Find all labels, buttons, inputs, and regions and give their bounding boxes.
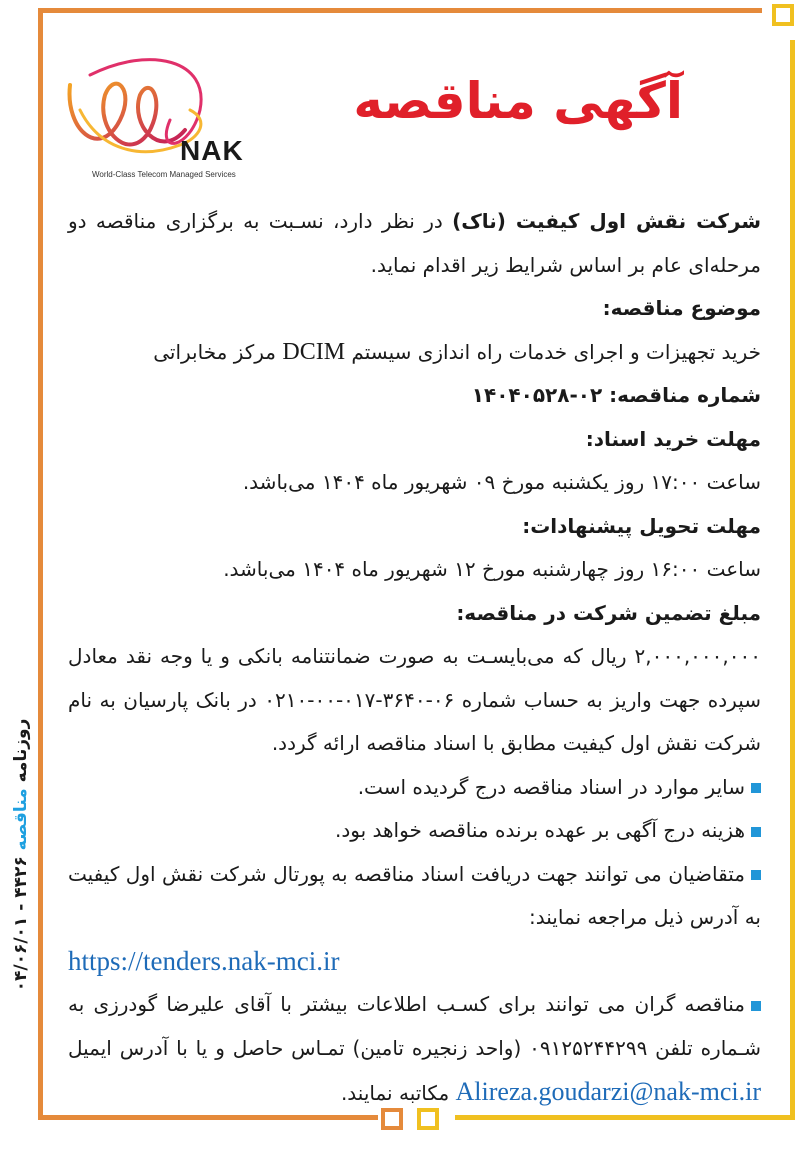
subject-label: موضوع مناقصه: — [602, 296, 761, 320]
tender-number-label: شماره مناقصه: — [602, 383, 761, 407]
bullet-square-icon — [751, 1001, 761, 1011]
logo-tagline: World-Class Telecom Managed Services — [92, 170, 236, 179]
email-link[interactable]: Alireza.goudarzi@nak-mci.ir — [455, 1077, 761, 1106]
guarantee-label: مبلغ تضمین شرکت در مناقصه: — [456, 600, 761, 625]
subject-text-1: خرید تجهیزات و اجرای خدمات راه اندازی سیستم — [345, 339, 761, 364]
submission-deadline-label: مهلت تحویل پیشنهادات: — [522, 513, 761, 538]
subject-value — [68, 331, 761, 375]
bullet-item — [68, 809, 761, 853]
frame-bottom-border-right — [455, 1115, 795, 1120]
bullet-text-1: سایر موارد در اسناد مناقصه درج گردیده است. — [357, 774, 745, 799]
side-caption-brand: مناقصه — [11, 788, 31, 851]
purchase-deadline-value: ساعت ۱۷:۰۰ روز یکشنبه مورخ ۰۹ شهریور ماه ۱۴۰۴ می‌باشد. — [242, 470, 761, 494]
bullet-text-3: متقاضیان می توانند جهت دریافت اسناد مناقصه به پورتال شرکت نقش اول کیفیت به آدرس ذیل مراجعه نمایند: — [68, 861, 761, 929]
frame-bottom-border-left — [38, 1115, 378, 1120]
frame-top-border — [38, 8, 762, 13]
page-title: آگهی مناقصه — [353, 72, 683, 130]
bullet-square-icon — [751, 783, 761, 793]
bullet-item — [68, 983, 761, 1116]
nak-logo-icon — [60, 50, 260, 190]
purchase-deadline-label: مهلت خرید اسناد: — [585, 426, 761, 451]
intro-paragraph — [68, 200, 761, 287]
tender-number-value: ۱۴۰۴۰۵۲۸-۰۲ — [471, 383, 603, 407]
subject-dcim: DCIM — [282, 338, 346, 365]
side-caption-prefix: روزنامه — [11, 718, 31, 789]
submission-deadline-value: ساعت ۱۶:۰۰ روز چهارشنبه مورخ ۱۲ شهریور ماه ۱۴۰۴ می‌باشد. — [223, 557, 761, 581]
bullet-square-icon — [751, 827, 761, 837]
side-caption-suffix: ۴۴۲۶ - ۰۴/۰۶/۰۱ — [11, 850, 31, 992]
subject-text-2: مرکز مخابراتی — [153, 339, 283, 364]
frame-right-border — [790, 40, 795, 1120]
logo-name: NAK — [180, 135, 244, 166]
bullet-text-2: هزینه درج آگهی بر عهده برنده مناقصه خواهد بود. — [334, 818, 745, 842]
guarantee-value: ۲,۰۰۰,۰۰۰,۰۰۰ ریال که می‌بایسـت به صورت ضمانتنامه بانکی و یا وجه نقد معادل سپرده جهت واریز به حساب شماره ۰۶-۳۶۴۰-۰۱۷-۰۰-۰۲۱۰ در بانک پارسیان به نام شرکت نقش اول کیفیت مطابق با اسناد مناقصه ارائه گردد. — [68, 644, 761, 755]
tender-number — [68, 374, 761, 418]
intro-text: در نظر دارد، نسـبت به برگزاری مناقصه دو مرحله‌ای عام بر اساس شرایط زیر اقدام نماید. — [68, 209, 761, 277]
side-caption-text — [11, 719, 31, 992]
corner-square-top-right — [772, 4, 794, 26]
bullet-square-icon — [751, 870, 761, 880]
portal-link[interactable]: https://tenders.nak-mci.ir — [68, 945, 340, 976]
side-caption — [6, 690, 36, 1020]
bullet-item — [68, 853, 761, 940]
bullet-text-4: مناقصه گران می توانند برای کسـب اطلاعات بیشتر با آقای علیرضا گودرزی به شـماره تلفن ۰۹۱۲۵۲۴۴۲۹۹ (واحد زنجیره تامین) تمـاس حاصل و یا با آدرس ایمیل — [68, 992, 761, 1060]
announcement-body — [68, 200, 761, 1116]
bullet-text-4-end: مکاتبه نمایند. — [340, 1081, 456, 1105]
bullet-item — [68, 766, 761, 810]
company-name: شرکت نقش اول کیفیت (ناک) — [452, 209, 761, 233]
frame-left-border — [38, 8, 43, 1120]
